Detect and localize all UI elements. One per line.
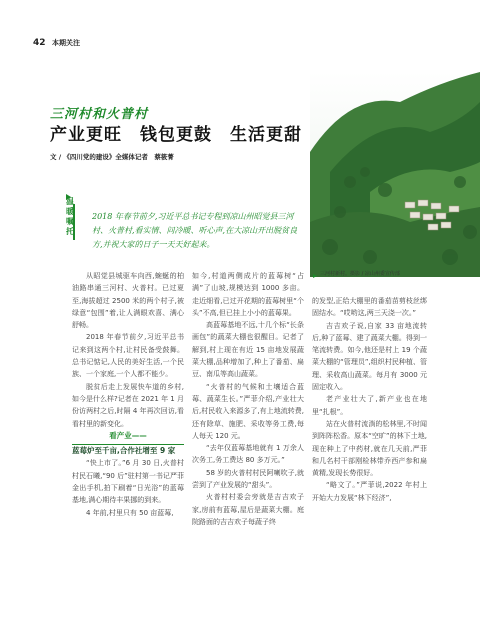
paragraph: 火普村村委会旁就是吉吉欢子家,房前有蓝莓,屋后是蔬菜大棚。庭院路面的吉吉欢子每蔬子终 [192,493,304,526]
page-number: 42 [33,38,46,48]
hero-photo [310,72,480,277]
intro-label: 温暖嘱托 [66,197,74,236]
article-byline: 文 / 《四川党的建设》全媒体记者 蔡筱菁 [50,153,174,161]
article-title: 产业更旺 钱包更鼓 生活更甜 [50,125,302,145]
paragraph: “去年仅蓝莓基地就有 1 万余人次务工,务工费达 80 多万元。” [192,444,304,465]
paragraph: “快上市了。”6 月 30 日,火普村村民石曦,“90 后”驻村第一书记严菲金出手机,拍下刷着“日光浴”的蓝莓基地,满心期待丰果挪的到来。 [72,459,184,505]
intro-text: 2018 年春节前夕,习近平总书记专程到凉山州昭觉县三河村、火普村,看实情、问冷暖、听心声,在大凉山开出脱贫良方,并祝大家的日子一天天好起来。 [92,212,298,249]
paragraph: 脱贫后走上发展快车道的乡村,如今是什么样?记者在 2021 年 1 月份访两村之后,时隔 4 年再次回访,看看村里的新变化。 [72,382,184,428]
subhead-label: 看产业—— [109,430,147,440]
paragraph: 从昭觉县城驱车向西,蜿蜒的柏油路串通三河村、火普村。已过夏至,海拔超过 2500 米的两个村子,被绿意“包围”着,让人满眼欢喜、满心舒畅。 [72,272,184,330]
paragraph: 吉吉欢子说,自家 33 亩地流转后,种了蓝莓、建了蔬菜大棚。得到一笔流转费。如今,他还是村上 19 个蔬菜大棚的“管理员”,组织村民种植、管理、采收高山蔬菜。每月有 3000 元固定收入。 [312,321,427,392]
paragraph: 4 年前,村里只有 50 亩蓝莓, [86,508,174,517]
paragraph: 的发型,正给大棚里的番茄苗剪枝丝绑固结水。“哎哟这,两三天浇一次。” [312,297,427,318]
paragraph: 如今,村道两侧成片的蓝莓树“占满”了山坡,规模达到 1000 多亩。走近细看,已过开花期的蓝莓树里“个头”不高,但已挂上小小的蓝莓果。 [192,272,304,317]
paragraph: 站在火普村流淌的松林里,不时闻到阵阵松香。原本“空旷”的林下土地,现在种上了中药材,就在几天前,严菲和几名村干部刚检林带乔西产参和扁黄精,发现长势很好。 [312,419,427,478]
subhead-title: 蓝莓炉至千亩,合作社增至 9 家 [72,446,176,456]
caption-marker-icon [313,274,317,278]
photo-caption: 三河村新村。摄影 / 凉山州委宣传部 [320,271,400,277]
paragraph: “火普村的气候和土壤适合蓝莓、蔬菜生长。”严菲介绍,产业壮大后,村民收入来源多了,有上地流转费,还有除草、施肥、采收等务工费,每人每天 120 元。 [192,382,304,440]
paragraph: 高蓝莓基地不远,十几个标“长条画包”的蔬菜大棚也很醒目。记者了解到,村上现在有近 15 亩地发展蔬菜大棚,品种增加了,种上了番茄、扁豆、南瓜等高山蔬菜。 [192,321,304,379]
paragraph: 2018 年春节前夕,习近平总书记来到这两个村,让村民备受鼓舞。总书记惦记,人民的美好生活,一个民族、一个家庭,一个人都不能少。 [72,333,184,379]
column-1 [72,270,184,519]
paragraph: 老产业壮大了,新产业也在地里“扎根”。 [312,395,427,416]
column-3 [312,295,427,504]
paragraph: “略文了。”严菲说,2022 年村上开始大力发展“林下经济”, [312,481,427,502]
column-2 [192,270,304,528]
section-name: 本期关注 [52,39,80,47]
article-kicker: 三河村和火普村 [50,107,149,122]
paragraph: 58 岁的火普村村民阿喇吹子,就尝到了产业发展的“甜头”。 [192,468,304,490]
